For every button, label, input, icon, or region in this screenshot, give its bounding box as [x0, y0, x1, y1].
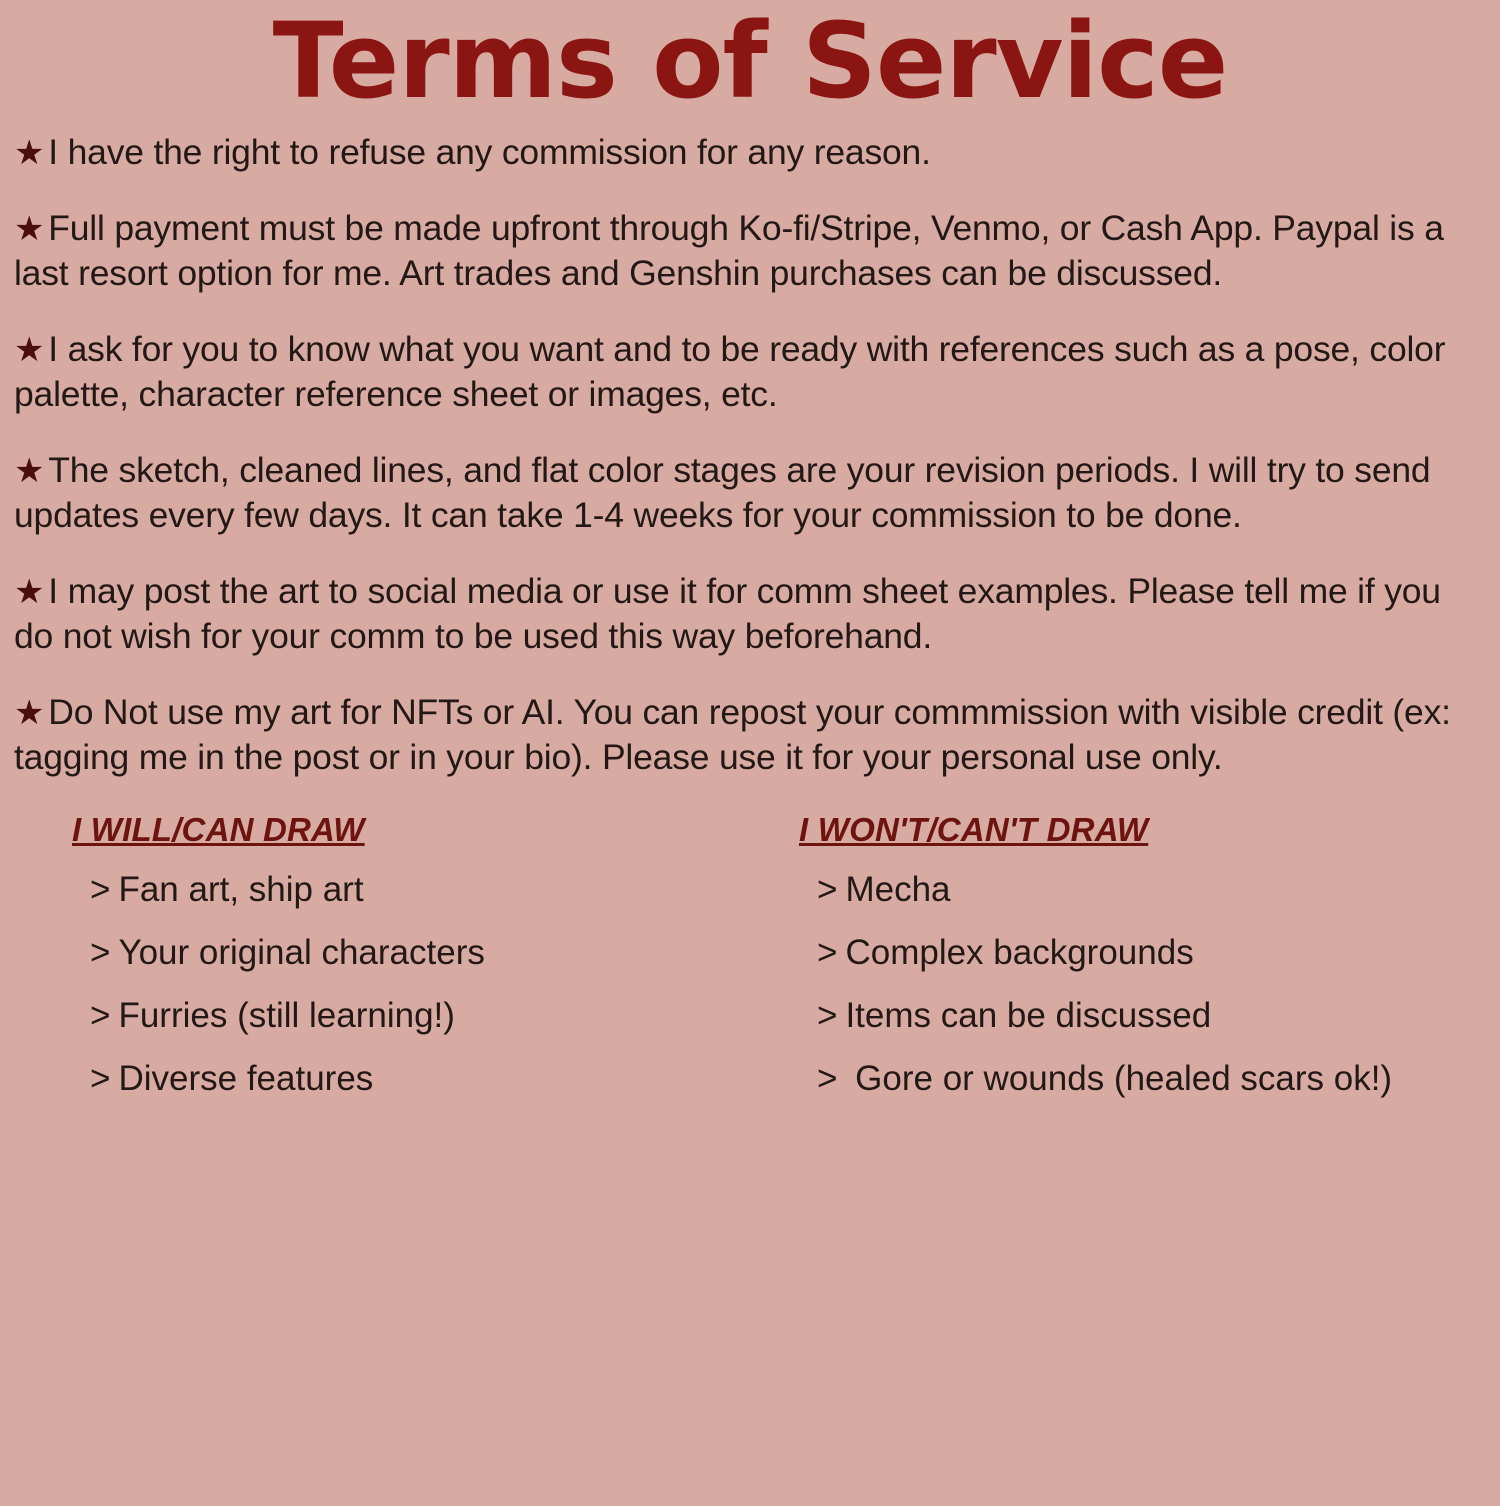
chevron-right-icon: > [90, 995, 111, 1035]
list-item-label: Furries (still learning!) [118, 995, 455, 1035]
star-icon: ★ [14, 134, 45, 173]
term-text: I may post the art to social media or use it for comm sheet examples. Please tell me if you do not wish for your comm to be used this way beforehand. [14, 570, 1441, 657]
term-item [14, 569, 1486, 660]
will-draw-column [72, 811, 779, 1123]
chevron-right-icon: > [817, 995, 838, 1035]
page-title: Terms of Service [272, 0, 1228, 122]
list-item-label: Fan art, ship art [118, 869, 364, 909]
term-text: I have the right to refuse any commission for any reason. [48, 132, 931, 173]
term-text: The sketch, cleaned lines, and flat color stages are your revision periods. I will try to send updates every few days. It can take 1-4 weeks for your commission to be done. [14, 449, 1431, 536]
term-item [14, 206, 1486, 297]
list-item-label: Complex backgrounds [845, 932, 1194, 972]
term-item [14, 448, 1486, 539]
star-icon: ★ [14, 693, 45, 732]
list-item-label: Your original characters [118, 932, 485, 972]
terms-list [14, 130, 1486, 780]
will-draw-heading: I WILL/CAN DRAW [72, 810, 365, 848]
list-item [72, 997, 779, 1034]
chevron-right-icon: > [90, 869, 111, 909]
wont-draw-list [799, 871, 1486, 1097]
term-text: I ask for you to know what you want and to be ready with references such as a pose, color palette, character reference sheet or images, etc. [14, 328, 1446, 415]
chevron-right-icon: > [817, 1058, 838, 1098]
list-item [72, 871, 779, 908]
list-item [72, 1060, 779, 1097]
star-icon: ★ [14, 330, 45, 369]
list-item [799, 1060, 1486, 1097]
list-item [799, 997, 1486, 1034]
draw-policy-columns [14, 811, 1486, 1123]
will-draw-list [72, 871, 779, 1097]
chevron-right-icon: > [817, 932, 838, 972]
term-item [14, 130, 1486, 176]
wont-draw-heading: I WON'T/CAN'T DRAW [799, 810, 1149, 848]
list-item [799, 934, 1486, 971]
term-item [14, 690, 1486, 781]
term-text: Do Not use my art for NFTs or AI. You can repost your commmission with visible credit (ex: tagging me in the post or in your bio). Please use it for your personal use only. [14, 691, 1451, 778]
wont-draw-column [779, 811, 1486, 1123]
list-item [799, 871, 1486, 908]
list-item-label: Gore or wounds (healed scars ok!) [845, 1058, 1393, 1098]
chevron-right-icon: > [817, 869, 838, 909]
star-icon: ★ [14, 572, 45, 611]
list-item-label: Items can be discussed [845, 995, 1212, 1035]
term-item [14, 327, 1486, 418]
term-text: Full payment must be made upfront through Ko-fi/Stripe, Venmo, or Cash App. Paypal is a last resort option for me. Art trades and Genshin purchases can be discussed. [14, 207, 1444, 294]
star-icon: ★ [14, 209, 45, 248]
list-item-label: Mecha [845, 869, 951, 909]
chevron-right-icon: > [90, 932, 111, 972]
list-item-label: Diverse features [118, 1058, 374, 1098]
star-icon: ★ [14, 451, 45, 490]
chevron-right-icon: > [90, 1058, 111, 1098]
list-item [72, 934, 779, 971]
